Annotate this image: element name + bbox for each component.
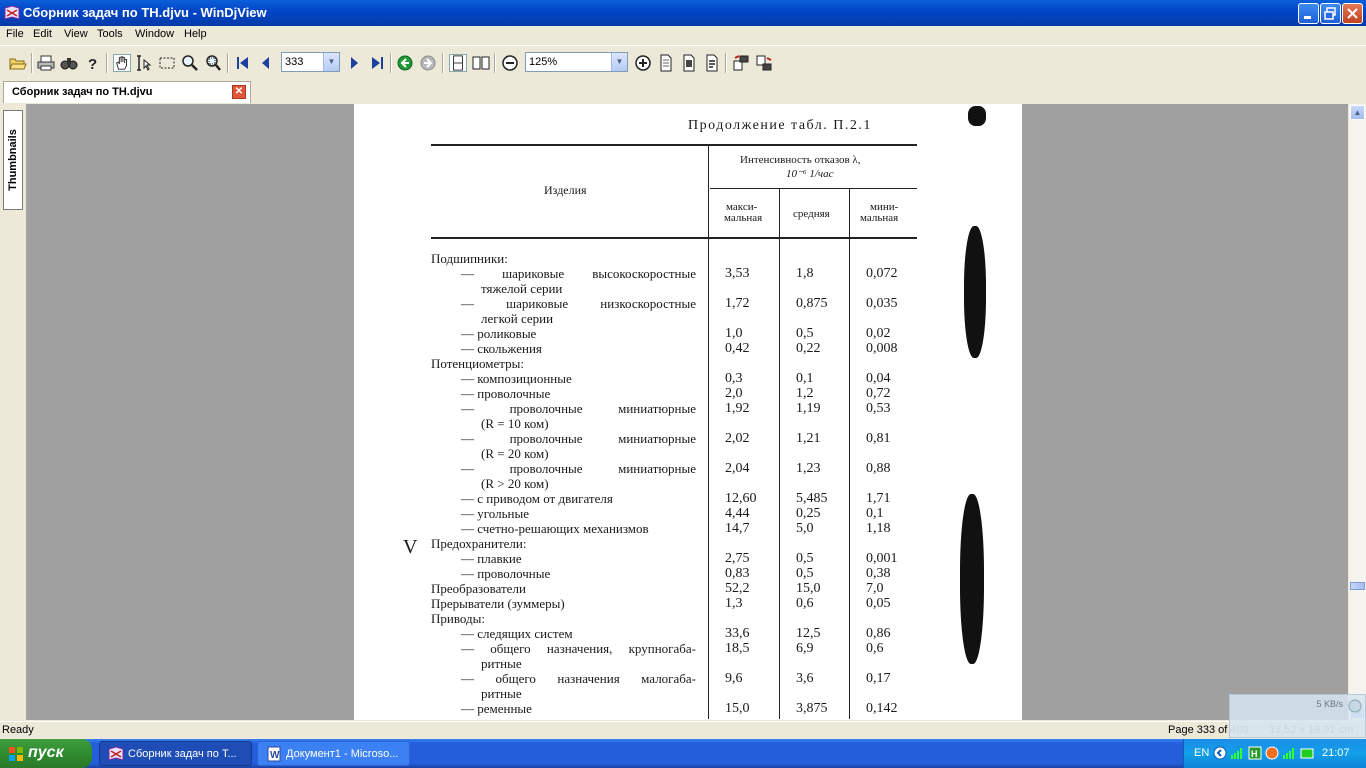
value-avg: 5,0 <box>796 521 814 536</box>
value-avg: 0,22 <box>796 341 821 356</box>
last-page-icon[interactable] <box>368 54 386 72</box>
row-name: тяжелой серии <box>481 281 563 296</box>
zoom-combo[interactable] <box>525 52 628 72</box>
value-min: 1,18 <box>866 521 891 536</box>
value-min: 0,53 <box>866 401 891 416</box>
value-min: 0,142 <box>866 701 898 716</box>
header-max-line1: макси- <box>726 201 758 213</box>
row-name: (R > 20 ком) <box>481 476 549 491</box>
app-tray-icon[interactable] <box>1248 746 1262 760</box>
taskbar <box>0 739 1366 768</box>
menu-bar <box>0 26 1366 44</box>
row-name: — композиционные <box>461 371 572 386</box>
help-icon[interactable] <box>84 54 102 72</box>
battery-icon[interactable] <box>1300 746 1314 760</box>
row-name: Потенциометры: <box>431 356 524 371</box>
text-select-icon[interactable] <box>135 54 153 72</box>
two-page-icon[interactable] <box>472 54 490 72</box>
close-icon <box>1343 4 1362 23</box>
row-name: — проволочные миниатюрные <box>461 431 696 446</box>
network-icon <box>1348 699 1362 713</box>
scroll-up-icon[interactable]: ▲ <box>1350 105 1365 120</box>
value-min: 0,02 <box>866 326 891 341</box>
restore-icon <box>1321 4 1340 23</box>
thumbnails-label: Thumbnails <box>7 129 19 191</box>
minimize-button[interactable] <box>1298 3 1319 24</box>
status-page-label: Page 333 of <box>1168 724 1228 736</box>
value-min: 0,001 <box>866 551 898 566</box>
scan-artifact <box>964 226 986 358</box>
prev-page-icon[interactable] <box>257 54 275 72</box>
close-button[interactable] <box>1342 3 1363 24</box>
thumbnails-tab[interactable] <box>3 110 23 210</box>
value-avg: 0,25 <box>796 506 821 521</box>
value-min: 0,72 <box>866 386 891 401</box>
scan-artifact <box>960 494 984 664</box>
value-min: 0,035 <box>866 296 898 311</box>
svg-text:W: W <box>270 750 280 761</box>
svg-text:?: ? <box>88 56 98 72</box>
value-max: 1,0 <box>725 326 743 341</box>
zoom-icon[interactable] <box>181 54 199 72</box>
header-min-line1: мини- <box>870 201 899 213</box>
back-icon[interactable] <box>396 54 414 72</box>
menu-window[interactable]: Window <box>135 28 175 40</box>
row-name: — проволочные <box>461 386 551 401</box>
status-ready: Ready <box>2 724 34 736</box>
maximize-button[interactable] <box>1320 3 1341 24</box>
margin-checkmark: V <box>403 536 418 558</box>
close-tab-button[interactable] <box>232 85 246 99</box>
row-name: Приводы: <box>431 611 485 626</box>
page-number-combo[interactable] <box>281 52 340 72</box>
hand-tool-icon[interactable] <box>113 54 131 72</box>
language-indicator[interactable]: EN <box>1194 747 1210 759</box>
row-name: — шариковые низкоскоростные <box>461 296 696 311</box>
row-name: — общего назначения малогаба- <box>461 671 696 686</box>
menu-edit[interactable]: Edit <box>33 28 52 40</box>
toolbar <box>0 45 1366 80</box>
rotate-right-icon[interactable] <box>755 54 773 72</box>
value-max: 2,04 <box>725 461 750 476</box>
value-max: 4,44 <box>725 506 750 521</box>
system-tray <box>1183 739 1366 768</box>
value-avg: 1,2 <box>796 386 814 401</box>
value-max: 33,6 <box>725 626 750 641</box>
actual-size-icon[interactable] <box>703 54 721 72</box>
rotate-left-icon[interactable] <box>732 54 750 72</box>
row-name: — проволочные миниатюрные <box>461 461 696 476</box>
chevron-down-icon[interactable]: ▼ <box>323 53 339 71</box>
header-min-line2: мальная <box>860 212 899 224</box>
value-max: 1,92 <box>725 401 750 416</box>
document-tab-bar <box>0 79 1366 104</box>
value-avg: 0,5 <box>796 326 814 341</box>
row-name: Преобразователи <box>431 581 526 596</box>
row-name: (R = 10 ком) <box>481 416 549 431</box>
value-max: 52,2 <box>725 581 750 596</box>
rect-select-icon[interactable] <box>158 54 176 72</box>
value-max: 12,60 <box>725 491 757 506</box>
value-avg: 6,9 <box>796 641 814 656</box>
minimize-icon <box>1299 4 1318 23</box>
value-avg: 3,6 <box>796 671 814 686</box>
row-name: ритные <box>481 656 522 671</box>
start-label: пуск <box>28 744 64 761</box>
row-name: Подшипники: <box>431 251 508 266</box>
page-number-value: 333 <box>285 56 304 68</box>
value-avg: 0,5 <box>796 551 814 566</box>
value-max: 2,02 <box>725 431 750 446</box>
value-min: 0,17 <box>866 671 891 686</box>
clock[interactable]: 21:07 <box>1322 747 1350 759</box>
print-icon[interactable] <box>37 54 55 72</box>
row-name: — общего назначения, крупногаба- <box>461 641 696 656</box>
header-failure-rate: Интенсивность отказов λ, <box>740 154 861 166</box>
value-min: 0,05 <box>866 596 891 611</box>
document-page <box>354 104 1022 720</box>
value-max: 9,6 <box>725 671 743 686</box>
windows-flag-icon <box>8 746 24 762</box>
status-bar <box>0 721 1366 740</box>
signal-strength-icon[interactable] <box>1282 746 1296 760</box>
value-max: 2,75 <box>725 551 750 566</box>
document-tab-label: Сборник задач по ТН.djvu <box>12 86 153 98</box>
scrollbar-thumb[interactable] <box>1350 582 1365 590</box>
word-doc-icon <box>266 746 282 762</box>
fit-page-icon[interactable] <box>657 54 675 72</box>
document-viewer[interactable] <box>27 104 1348 720</box>
title-bar <box>0 0 1366 26</box>
row-name: (R = 20 ком) <box>481 446 549 461</box>
value-max: 18,5 <box>725 641 750 656</box>
row-name: ритные <box>481 686 522 701</box>
taskbar-item-label: Документ1 - Microso... <box>286 748 399 760</box>
row-name: Предохранители: <box>431 536 527 551</box>
value-max: 3,53 <box>725 266 750 281</box>
security-icon[interactable] <box>1265 746 1279 760</box>
value-avg: 0,6 <box>796 596 814 611</box>
menu-tools[interactable]: Tools <box>97 28 123 40</box>
value-min: 0,38 <box>866 566 891 581</box>
header-rate-unit: 10⁻⁶ 1/час <box>786 168 834 180</box>
row-name: легкой серии <box>481 311 554 326</box>
taskbar-item-label: Сборник задач по Т... <box>128 748 237 760</box>
svg-text:H: H <box>1251 749 1258 759</box>
network-monitor <box>1229 694 1366 738</box>
forward-icon[interactable] <box>419 54 437 72</box>
value-avg: 1,8 <box>796 266 814 281</box>
zoom-rect-icon[interactable] <box>204 54 222 72</box>
value-avg: 5,485 <box>796 491 828 506</box>
value-avg: 0,1 <box>796 371 814 386</box>
row-name: — проволочные <box>461 566 551 581</box>
value-min: 0,86 <box>866 626 891 641</box>
value-min: 0,072 <box>866 266 898 281</box>
value-avg: 1,19 <box>796 401 821 416</box>
menu-file[interactable]: File <box>6 28 24 40</box>
document-tab[interactable] <box>3 81 251 103</box>
signal-icon[interactable] <box>1230 746 1244 760</box>
start-button[interactable] <box>0 739 92 768</box>
value-max: 0,83 <box>725 566 750 581</box>
row-name: — роликовые <box>461 326 537 341</box>
value-max: 15,0 <box>725 701 750 716</box>
header-products: Изделия <box>544 183 587 197</box>
value-max: 2,0 <box>725 386 743 401</box>
close-icon: ✕ <box>234 86 244 97</box>
windjview-app-icon <box>108 746 124 762</box>
row-name: — угольные <box>461 506 529 521</box>
first-page-icon[interactable] <box>234 54 252 72</box>
row-name: — шариковые высокоскоростные <box>461 266 696 281</box>
value-max: 1,72 <box>725 296 750 311</box>
row-name: — счетно-решающих механизмов <box>461 521 649 536</box>
scan-artifact <box>968 106 986 126</box>
row-name: — с приводом от двигателя <box>461 491 613 506</box>
single-page-icon[interactable] <box>449 54 467 72</box>
zoom-out-icon[interactable] <box>501 54 519 72</box>
row-name: Прерыватели (зуммеры) <box>431 596 565 611</box>
value-max: 0,42 <box>725 341 750 356</box>
menu-help[interactable]: Help <box>184 28 207 40</box>
row-name: — следящих систем <box>461 626 573 641</box>
value-min: 0,6 <box>866 641 884 656</box>
open-folder-icon[interactable] <box>9 54 27 72</box>
row-name: — ременные <box>461 701 532 716</box>
row-name: — плавкие <box>461 551 522 566</box>
value-min: 0,81 <box>866 431 891 446</box>
taskbar-item-word[interactable] <box>257 741 410 766</box>
value-avg: 3,875 <box>796 701 828 716</box>
find-icon[interactable] <box>60 54 78 72</box>
zoom-value: 125% <box>529 56 558 68</box>
value-avg: 0,5 <box>796 566 814 581</box>
row-name: — проволочные миниатюрные <box>461 401 696 416</box>
window-title: Сборник задач по ТН.djvu - WinDjView <box>23 5 267 20</box>
value-avg: 15,0 <box>796 581 821 596</box>
value-min: 7,0 <box>866 581 884 596</box>
header-max-line2: мальная <box>724 212 763 224</box>
value-min: 0,1 <box>866 506 884 521</box>
vertical-scrollbar[interactable] <box>1349 104 1366 720</box>
chevron-down-icon[interactable]: ▼ <box>611 53 627 71</box>
value-max: 14,7 <box>725 521 750 536</box>
value-min: 0,008 <box>866 341 898 356</box>
row-name: — скольжения <box>461 341 542 356</box>
value-max: 0,3 <box>725 371 743 386</box>
value-avg: 1,21 <box>796 431 821 446</box>
zoom-in-icon[interactable] <box>634 54 652 72</box>
value-min: 0,04 <box>866 371 891 386</box>
network-speed: 5 KB/s <box>1316 699 1343 709</box>
fit-width-icon[interactable] <box>680 54 698 72</box>
value-avg: 0,875 <box>796 296 828 311</box>
value-min: 0,88 <box>866 461 891 476</box>
value-avg: 1,23 <box>796 461 821 476</box>
value-max: 1,3 <box>725 596 743 611</box>
table-caption: Продолжение табл. П.2.1 <box>688 118 872 133</box>
taskbar-item-windjview[interactable] <box>99 741 252 766</box>
menu-view[interactable]: View <box>64 28 88 40</box>
next-page-icon[interactable] <box>345 54 363 72</box>
value-avg: 12,5 <box>796 626 821 641</box>
windjview-app-icon <box>4 5 20 21</box>
value-min: 1,71 <box>866 491 891 506</box>
header-avg: средняя <box>793 208 830 220</box>
collapse-tray-icon[interactable] <box>1213 746 1227 760</box>
